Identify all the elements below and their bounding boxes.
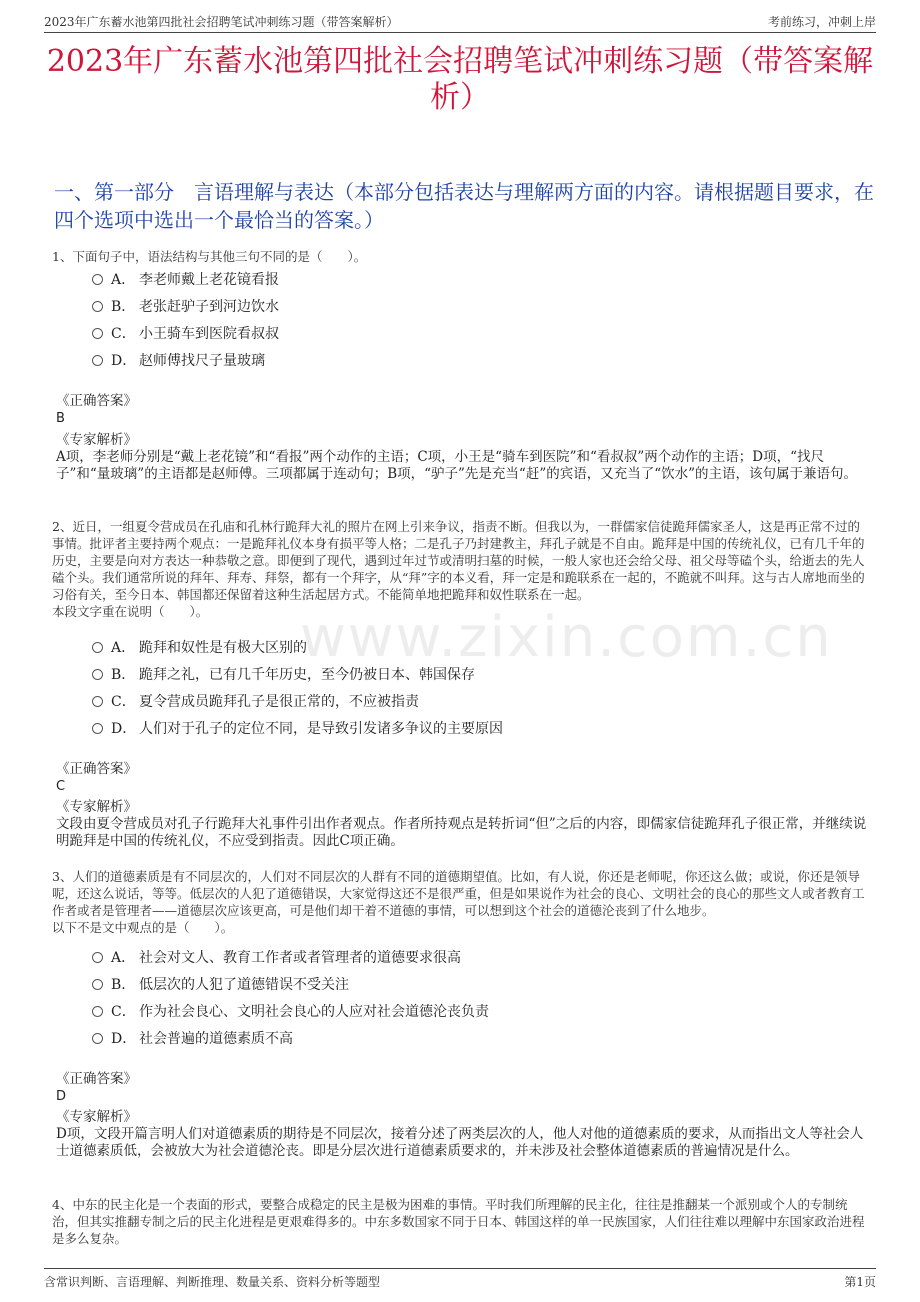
- question-1-analysis: [56, 432, 868, 483]
- radio-icon[interactable]: [92, 274, 103, 285]
- page-footer: [44, 1268, 876, 1291]
- analysis-text: A项，李老师分别是“戴上老花镜”和“看报”两个动作的主语；C项，小王是“骑车到医院”和“看叔叔”两个动作的主语；D项，“找尺子”和“量玻璃”的主语都是赵师傅。三项都属于连动句；B项，“驴子”先是充当“赶”的宾语，又充当了“饮水”的主语，该句属于兼语句。: [56, 449, 858, 482]
- option-letter: B．: [111, 977, 136, 993]
- answer-value: D: [56, 1089, 67, 1104]
- option-text: 小王骑车到医院看叔叔: [139, 326, 279, 342]
- radio-icon[interactable]: [92, 1033, 103, 1044]
- option-text: 人们对于孔子的定位不同，是导致引发诸多争议的主要原因: [139, 721, 503, 737]
- question-1-option-a[interactable]: [92, 268, 279, 295]
- radio-icon[interactable]: [92, 952, 103, 963]
- header-slogan: 考前练习，冲刺上岸: [767, 15, 876, 29]
- question-3-options: [92, 946, 489, 1054]
- option-text: 夏令营成员跪拜孔子是很正常的，不应被指责: [139, 694, 419, 710]
- option-text: 低层次的人犯了道德错误不受关注: [139, 977, 349, 993]
- radio-icon[interactable]: [92, 328, 103, 339]
- analysis-label: 《专家解析》: [56, 1109, 137, 1125]
- option-letter: D．: [111, 1031, 137, 1047]
- answer-label: 《正确答案》: [56, 1071, 137, 1087]
- option-letter: C．: [111, 326, 136, 342]
- option-text: 社会对文人、教育工作者或者管理者的道德要求很高: [139, 950, 461, 966]
- option-letter: A．: [111, 272, 136, 288]
- question-3-passage: 3、人们的道德素质是有不同层次的，人们对不同层次的人群有不同的道德期望值。比如，有人说，你还是老师呢，你还这么做；或说，你还是领导呢，还这么说话，等等。低层次的人犯了道德错误，大家觉得这还不是很严重，但是如果说作为社会的良心、文明社会的良心的那些文人或者教育工作者或者是管理者——道德层次应该更高，可是他们却干着不道德的事情，可以想到这个社会的道德沦丧到了什么地步。: [52, 869, 865, 918]
- option-letter: A．: [111, 950, 136, 966]
- answer-value: C: [56, 779, 66, 794]
- question-3-option-d[interactable]: [92, 1027, 489, 1054]
- question-2-prompt: 本段文字重在说明（ ）。: [52, 604, 209, 619]
- option-letter: D．: [111, 721, 137, 737]
- question-3-option-b[interactable]: [92, 973, 489, 1000]
- option-text: 李老师戴上老花镜看报: [139, 272, 279, 288]
- analysis-text: 文段由夏令营成员对孔子行跪拜大礼事件引出作者观点。作者所持观点是转折词“但”之后的内容，即儒家信徒跪拜孔子很正常，并继续说明跪拜是中国的传统礼仪，不应受到指责。因此C项正确。: [56, 816, 867, 849]
- option-letter: B．: [111, 299, 136, 315]
- option-text: 作为社会良心、文明社会良心的人应对社会道德沦丧负责: [139, 1004, 489, 1020]
- radio-icon[interactable]: [92, 723, 103, 734]
- header-doc-title: 2023年广东蓄水池第四批社会招聘笔试冲刺练习题（带答案解析）: [44, 15, 399, 29]
- question-1-options: [92, 268, 279, 376]
- option-letter: D．: [111, 353, 137, 369]
- question-3-option-a[interactable]: [92, 946, 489, 973]
- radio-icon[interactable]: [92, 696, 103, 707]
- question-1-answer: [56, 393, 870, 427]
- option-text: 社会普遍的道德素质不高: [139, 1031, 293, 1047]
- question-2-passage: 2、近日，一组夏令营成员在孔庙和孔林行跪拜大礼的照片在网上引来争议，指责不断。但我以为，一群儒家信徒跪拜儒家圣人，这是再正常不过的事情。批评者主要持两个观点：一是跪拜礼仪本身有损平等人格；二是孔子乃封建教主，拜孔子就是不自由。跪拜是中国的传统礼仪，已有几千年的历史，主要是向对方表达一种恭敬之意。即便到了现代，遇到过年过节或清明扫墓的时候，一般人家也还会给父母、祖父母等磕个头，给逝去的先人磕个头。我们通常所说的拜年、拜寿、拜祭，都有一个拜字，从“拜”字的本义看，拜一定是和跪联系在一起的，不跪就不叫拜。这与古人席地而坐的习俗有关，至今日本、韩国都还保留着这种生活起居方式。不能简单地把跪拜和奴性联系在一起。: [52, 519, 865, 602]
- question-2-answer: [56, 761, 870, 795]
- section-heading: 一、第一部分 言语理解与表达（本部分包括表达与理解两方面的内容。请根据题目要求，在四个选项中选出一个最恰当的答案。）: [54, 180, 874, 232]
- question-2-option-d[interactable]: [92, 717, 503, 744]
- option-letter: C．: [111, 694, 136, 710]
- option-text: 跪拜之礼，已有几千年历史，至今仍被日本、韩国保存: [139, 667, 475, 683]
- analysis-label: 《专家解析》: [56, 799, 137, 815]
- radio-icon[interactable]: [92, 355, 103, 366]
- question-2-option-c[interactable]: [92, 690, 503, 717]
- answer-value: B: [56, 411, 65, 426]
- question-3-prompt: 以下不是文中观点的是（ ）。: [52, 920, 234, 935]
- radio-icon[interactable]: [92, 301, 103, 312]
- question-1-stem: 1、下面句子中，语法结构与其他三句不同的是（ ）。: [52, 249, 367, 264]
- option-letter: B．: [111, 667, 136, 683]
- footer-note: 含常识判断、言语理解、判断推理、数量关系、资料分析等题型: [44, 1275, 381, 1289]
- answer-label: 《正确答案》: [56, 761, 137, 777]
- radio-icon[interactable]: [92, 979, 103, 990]
- watermark: www.zixin.com.cn: [300, 605, 833, 670]
- option-text: 老张赶驴子到河边饮水: [139, 299, 279, 315]
- option-text: 赵师傅找尺子量玻璃: [139, 353, 265, 369]
- question-3-analysis: [56, 1109, 868, 1160]
- analysis-text: D项，文段开篇言明人们对道德素质的期待是不同层次，接着分述了两类层次的人，他人对他的道德素质的要求，从而指出文人等社会人士道德素质低，会被放大为社会道德沦丧。即是分层次进行道德素质要求的，并未涉及社会整体道德素质的普遍情况是什么。: [56, 1126, 864, 1159]
- question-3-option-c[interactable]: [92, 1000, 489, 1027]
- option-letter: C．: [111, 1004, 136, 1020]
- question-2-analysis: [56, 799, 868, 850]
- document-title: 2023年广东蓄水池第四批社会招聘笔试冲刺练习题（带答案解析）: [46, 44, 874, 115]
- question-1-option-d[interactable]: [92, 349, 279, 376]
- analysis-label: 《专家解析》: [56, 432, 137, 448]
- option-letter: A．: [111, 640, 136, 656]
- question-3-answer: [56, 1071, 870, 1105]
- radio-icon[interactable]: [92, 642, 103, 653]
- radio-icon[interactable]: [92, 1006, 103, 1017]
- question-3-stem: [52, 868, 872, 936]
- radio-icon[interactable]: [92, 669, 103, 680]
- question-1-option-c[interactable]: [92, 322, 279, 349]
- question-4-stem: 4、中东的民主化是一个表面的形式，要整合成稳定的民主是极为困难的事情。平时我们所理解的民主化，往往是推翻某一个派别或个人的专制统治，但其实推翻专制之后的民主化进程是更艰难得多的。中东多数国家不同于日本、韩国这样的单一民族国家，人们往往难以理解中东国家政治进程是多么复杂。: [52, 1197, 865, 1246]
- option-text: 跪拜和奴性是有极大区别的: [139, 640, 307, 656]
- page-number: 第1页: [844, 1275, 876, 1289]
- answer-label: 《正确答案》: [56, 393, 137, 409]
- question-1-option-b[interactable]: [92, 295, 279, 322]
- page-header: [44, 10, 876, 33]
